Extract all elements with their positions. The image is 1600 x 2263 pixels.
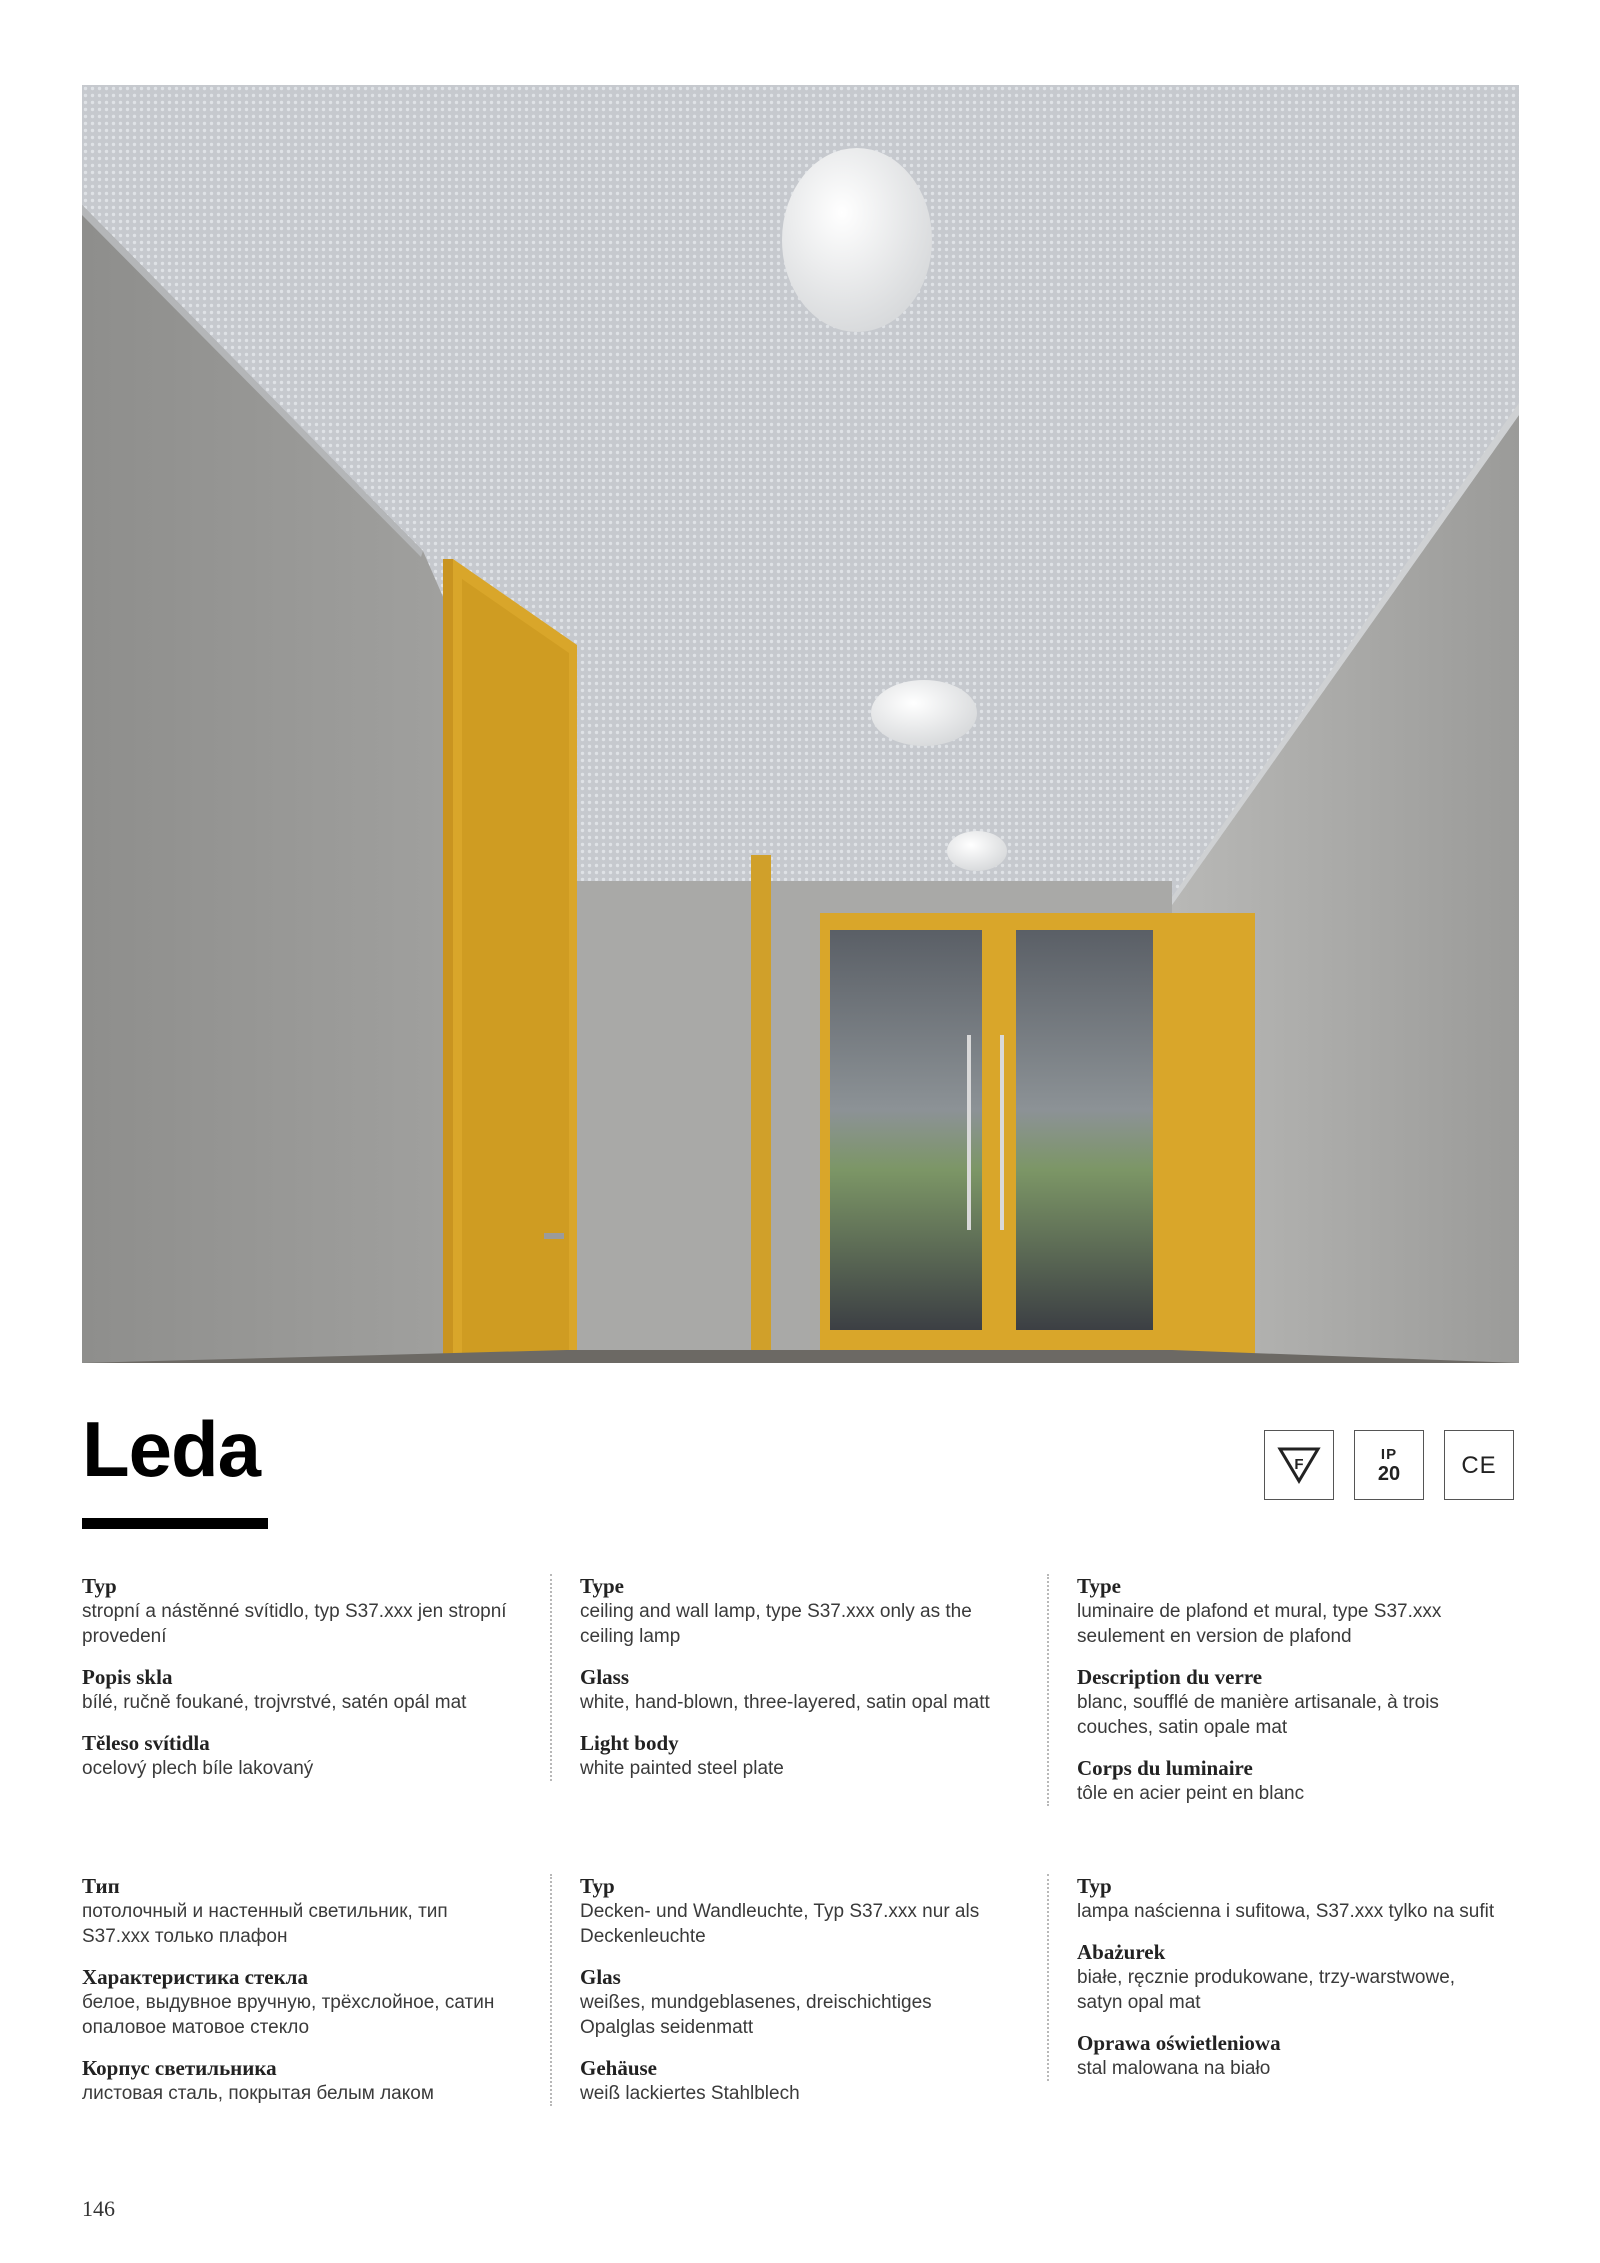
spec-heading: Glas <box>580 1965 621 1989</box>
spec-heading: Corps du luminaire <box>1077 1756 1253 1780</box>
spec-text: Decken- und Wandleuchte, Typ S37.xxx nur als Deckenleuchte <box>580 1901 980 1947</box>
spec-heading: Type <box>1077 1574 1121 1598</box>
spec-text: white, hand-blown, three-layered, satin opal matt <box>580 1692 990 1713</box>
spec-block-en <box>550 1574 1000 1781</box>
spec-text: lampa naścienna i sufitowa, S37.xxx tylko na sufit <box>1077 1901 1495 1922</box>
spec-text: blanc, soufflé de manière artisanale, à trois couches, satin opale mat <box>1077 1692 1439 1738</box>
spec-block-de <box>550 1874 1000 2106</box>
ip-value: 20 <box>1377 1462 1401 1485</box>
spec-text: white painted steel plate <box>580 1758 784 1779</box>
spec-text: stal malowana na biało <box>1077 2058 1271 2079</box>
spec-block-fr <box>1047 1574 1497 1806</box>
spec-text: ceiling and wall lamp, type S37.xxx only as the ceiling lamp <box>580 1601 972 1647</box>
spec-text: tôle en acier peint en blanc <box>1077 1783 1305 1804</box>
hero-photo <box>82 85 1519 1363</box>
spec-heading: Description du verre <box>1077 1665 1263 1689</box>
ip-rating-icon <box>1354 1430 1424 1500</box>
spec-block-pl <box>1047 1874 1497 2081</box>
spec-text: weißes, mundgeblasenes, dreischichtiges Opalglas seidenmatt <box>580 1992 932 2038</box>
ip-label: IP <box>1380 1445 1398 1463</box>
ce-mark-label: CE <box>1461 1452 1497 1479</box>
spec-text: stropní a nástěnné svítidlo, typ S37.xxx jen stropní provedení <box>82 1601 507 1647</box>
spec-text: белое, выдувное вручную, трёхслойное, сатин опаловое матовое стекло <box>82 1992 495 2038</box>
f-mark-icon <box>1264 1430 1334 1500</box>
spec-text: białe, ręcznie produkowane, trzy-warstwowe, satyn opal mat <box>1077 1967 1456 2013</box>
spec-heading: Тип <box>82 1874 120 1898</box>
spec-text: потолочный и настенный светильник, тип S37.xxx только плафон <box>82 1901 448 1947</box>
spec-heading: Type <box>580 1574 624 1598</box>
spec-text: weiß lackiertes Stahlblech <box>580 2083 800 2104</box>
page-number: 146 <box>82 2196 115 2221</box>
spec-heading: Typ <box>1077 1874 1112 1898</box>
spec-text: ocelový plech bíle lakovaný <box>82 1758 314 1779</box>
spec-heading: Typ <box>580 1874 615 1898</box>
spec-heading: Typ <box>82 1574 117 1598</box>
spec-heading: Abażurek <box>1077 1940 1166 1964</box>
title-underline <box>82 1518 268 1529</box>
spec-text: листовая сталь, покрытая белым лаком <box>82 2083 434 2104</box>
spec-heading: Oprawa oświetleniowa <box>1077 2031 1281 2055</box>
spec-heading: Характеристика стекла <box>82 1965 308 1989</box>
product-title: Leda <box>82 1405 261 1493</box>
spec-block-cz <box>82 1574 512 1781</box>
spec-text: bílé, ručně foukané, trojvrstvé, satén opál mat <box>82 1692 467 1713</box>
f-mark-label: F <box>1294 1456 1304 1473</box>
spec-heading: Light body <box>580 1731 679 1755</box>
spec-heading: Popis skla <box>82 1665 173 1689</box>
spec-text: luminaire de plafond et mural, type S37.xxx seulement en version de plafond <box>1077 1601 1442 1647</box>
spec-heading: Корпус светильника <box>82 2056 277 2080</box>
ce-mark-icon <box>1444 1430 1514 1500</box>
spec-heading: Glass <box>580 1665 630 1689</box>
spec-heading: Těleso svítidla <box>82 1731 210 1755</box>
spec-block-ru <box>82 1874 512 2106</box>
spec-heading: Gehäuse <box>580 2056 658 2080</box>
